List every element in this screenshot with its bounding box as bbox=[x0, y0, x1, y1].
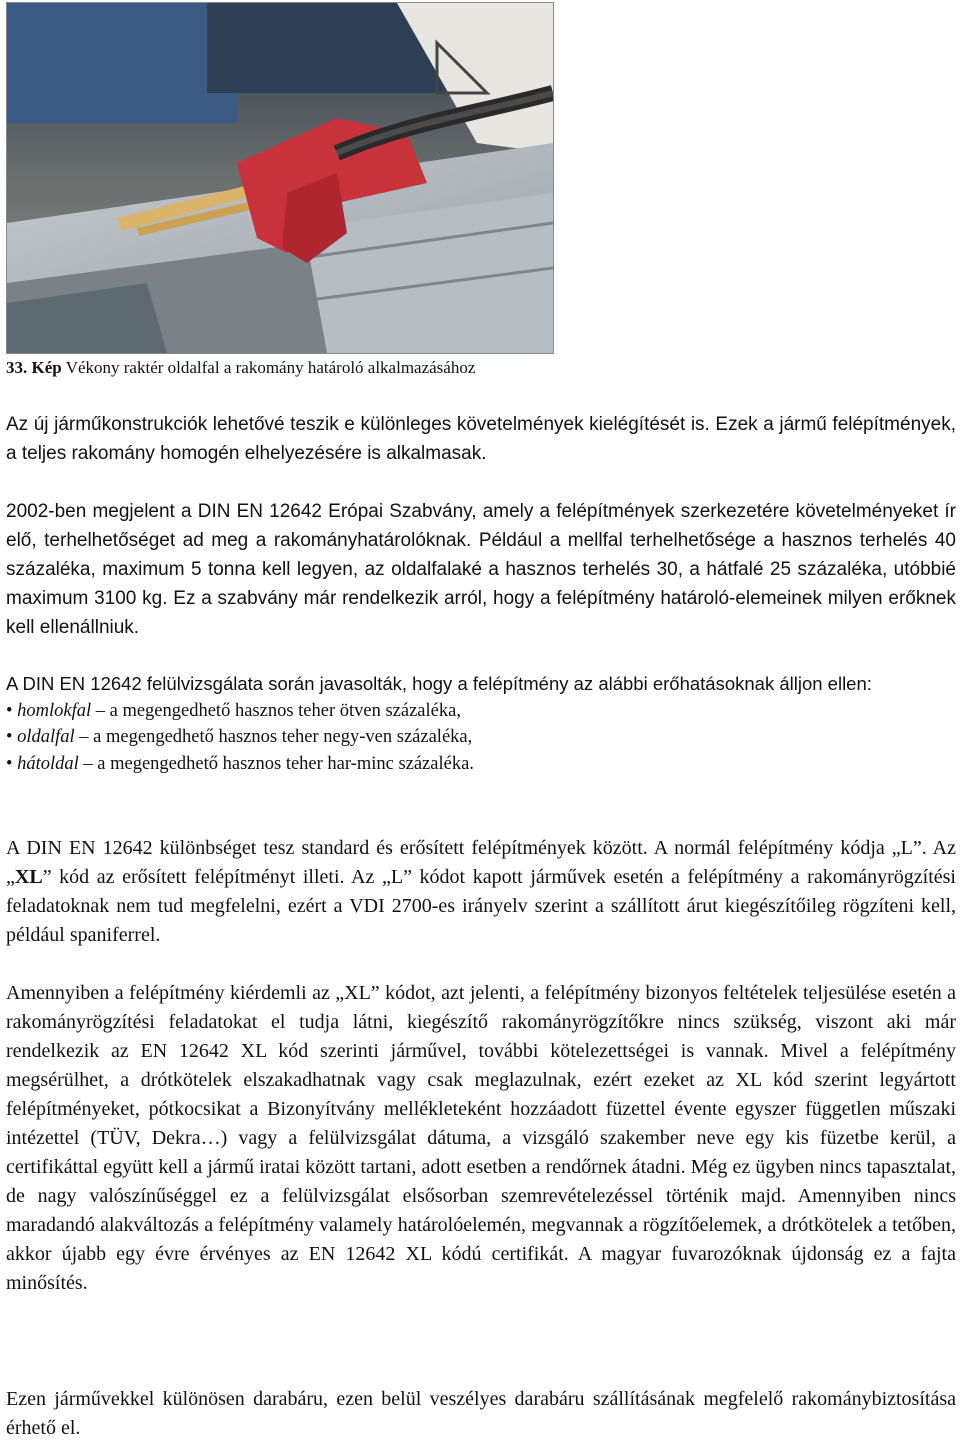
paragraph-4-part-b: ” kód az erősített felépítményt illeti. Az „L” kódot kapott járművek esetén a felépítmény a rakományrögzítési feladatoknak nem tud megfelelni, ezért a VDI 2700-es irányelv szerint a szállított árut kiegészítőileg rögzíteni kell, például spaniferrel. bbox=[6, 866, 956, 946]
xl-code: XL bbox=[14, 866, 43, 888]
bullet-list bbox=[6, 698, 956, 778]
list-item: • oldalfal – a megengedhető hasznos teher negy-ven százaléka, bbox=[6, 727, 473, 747]
list-item-term: oldalfal bbox=[17, 727, 75, 747]
list-item-term: hátoldal bbox=[17, 753, 79, 774]
list-item-text: – a megengedhető hasznos teher ötven százaléka, bbox=[91, 700, 461, 721]
list-item-text: – a megengedhető hasznos teher har-minc százaléka. bbox=[78, 753, 474, 774]
paragraph-4 bbox=[6, 834, 956, 950]
figure-caption bbox=[6, 357, 475, 379]
paragraph-5: Amennyiben a felépítmény kiérdemli az „XL” kódot, azt jelenti, a felépítmény bizonyos feltételek teljesülése esetén a rakományrögzítési feladatokat el tudja látni, kiegészítő rakományrögzítőkre nincs szükség, viszont aki már rendelkezik az EN 12642 XL kód szerinti járművel, további kötelezettségei is vannak. Mivel a felépítmény megsérülhet, a drótkötelek elszakadhatnak vagy csak meglazulnak, ezért ezeket az XL kód szerint legyártott felépítményeket, pótkocsikat a Bizonyítvány mellékleteként hozzáadott füzettel évente egyszer független műszaki intézettel (TÜV, Dekra…) vagy a felülvizsgálat dátuma, a vizsgáló szakember neve egy kis füzetbe kerül, a certifikáttal együtt kell a jármű iratai között tartani, adott esetben a rendőrnek átadni. Még ez ügyben nincs tapasztalat, de nagy valószínűséggel ez a felülvizsgálat elsősorban szemrevételezéssel történik majd. Amennyiben nincs maradandó alakváltozás a felépítmény valamely határolóelemén, megvannak a rögzítőelemek, a drótkötelek a tetőben, akkor újabb egy évre érvényes az EN 12642 XL kódú certifikát. A magyar fuvarozóknak újdonság ez a fajta minősítés. bbox=[6, 982, 956, 1294]
list-item: • hátoldal – a megengedhető hasznos teher har-minc százaléka. bbox=[6, 753, 474, 774]
paragraph-3-intro: A DIN EN 12642 felülvizsgálata során javasolták, hogy a felépítmény az alábbi erőhatásoknak álljon ellen: bbox=[6, 673, 872, 694]
photo-truck-side-wall bbox=[6, 2, 554, 354]
paragraph-2: 2002-ben megjelent a DIN EN 12642 Erópai Szabvány, amely a felépítmények szerkezetére követelményeket ír elő, terhelhetőséget ad meg a rakományhatárolóknak. Például a mellfal terhelhetősége a hasznos terhelés 40 százaléka, maximum 5 tonna kell legyen, az oldalfalaké a hasznos terhelés 30, a hátfalé 25 százaléka, utóbbié maximum 3100 kg. Ez a szabvány már rendelkezik arról, hogy a felépítmény határoló-elemeinek milyen erőknek kell ellenállniuk. bbox=[6, 501, 956, 638]
paragraph-3 bbox=[6, 671, 956, 777]
paragraph-4-part-a: A DIN EN 12642 különbséget tesz standard és erősített felépítmények között. A normál felépítmény kódja „L”. Az „ bbox=[6, 837, 956, 888]
figure-number: 33. Kép bbox=[6, 358, 62, 377]
paragraph-1: Az új járműkonstrukciók lehetővé teszik e különleges követelmények kielégítését is. Ezek a jármű felépítmények, a teljes rakomány homogén elhelyezésére is alkalmasak. bbox=[6, 414, 956, 464]
list-item: • homlokfal – a megengedhető hasznos teher ötven százaléka, bbox=[6, 700, 461, 721]
list-item-term: homlokfal bbox=[17, 700, 92, 721]
paragraph-6: Ezen járművekkel különösen darabáru, ezen belül veszélyes darabáru szállításának megfelelő rakománybiztosítása érhető el. bbox=[6, 1388, 956, 1439]
figure-caption-text: Vékony raktér oldalfal a rakomány határoló alkalmazásához bbox=[65, 358, 476, 377]
list-item-text: – a megengedhető hasznos teher negy-ven százaléka, bbox=[74, 727, 473, 747]
